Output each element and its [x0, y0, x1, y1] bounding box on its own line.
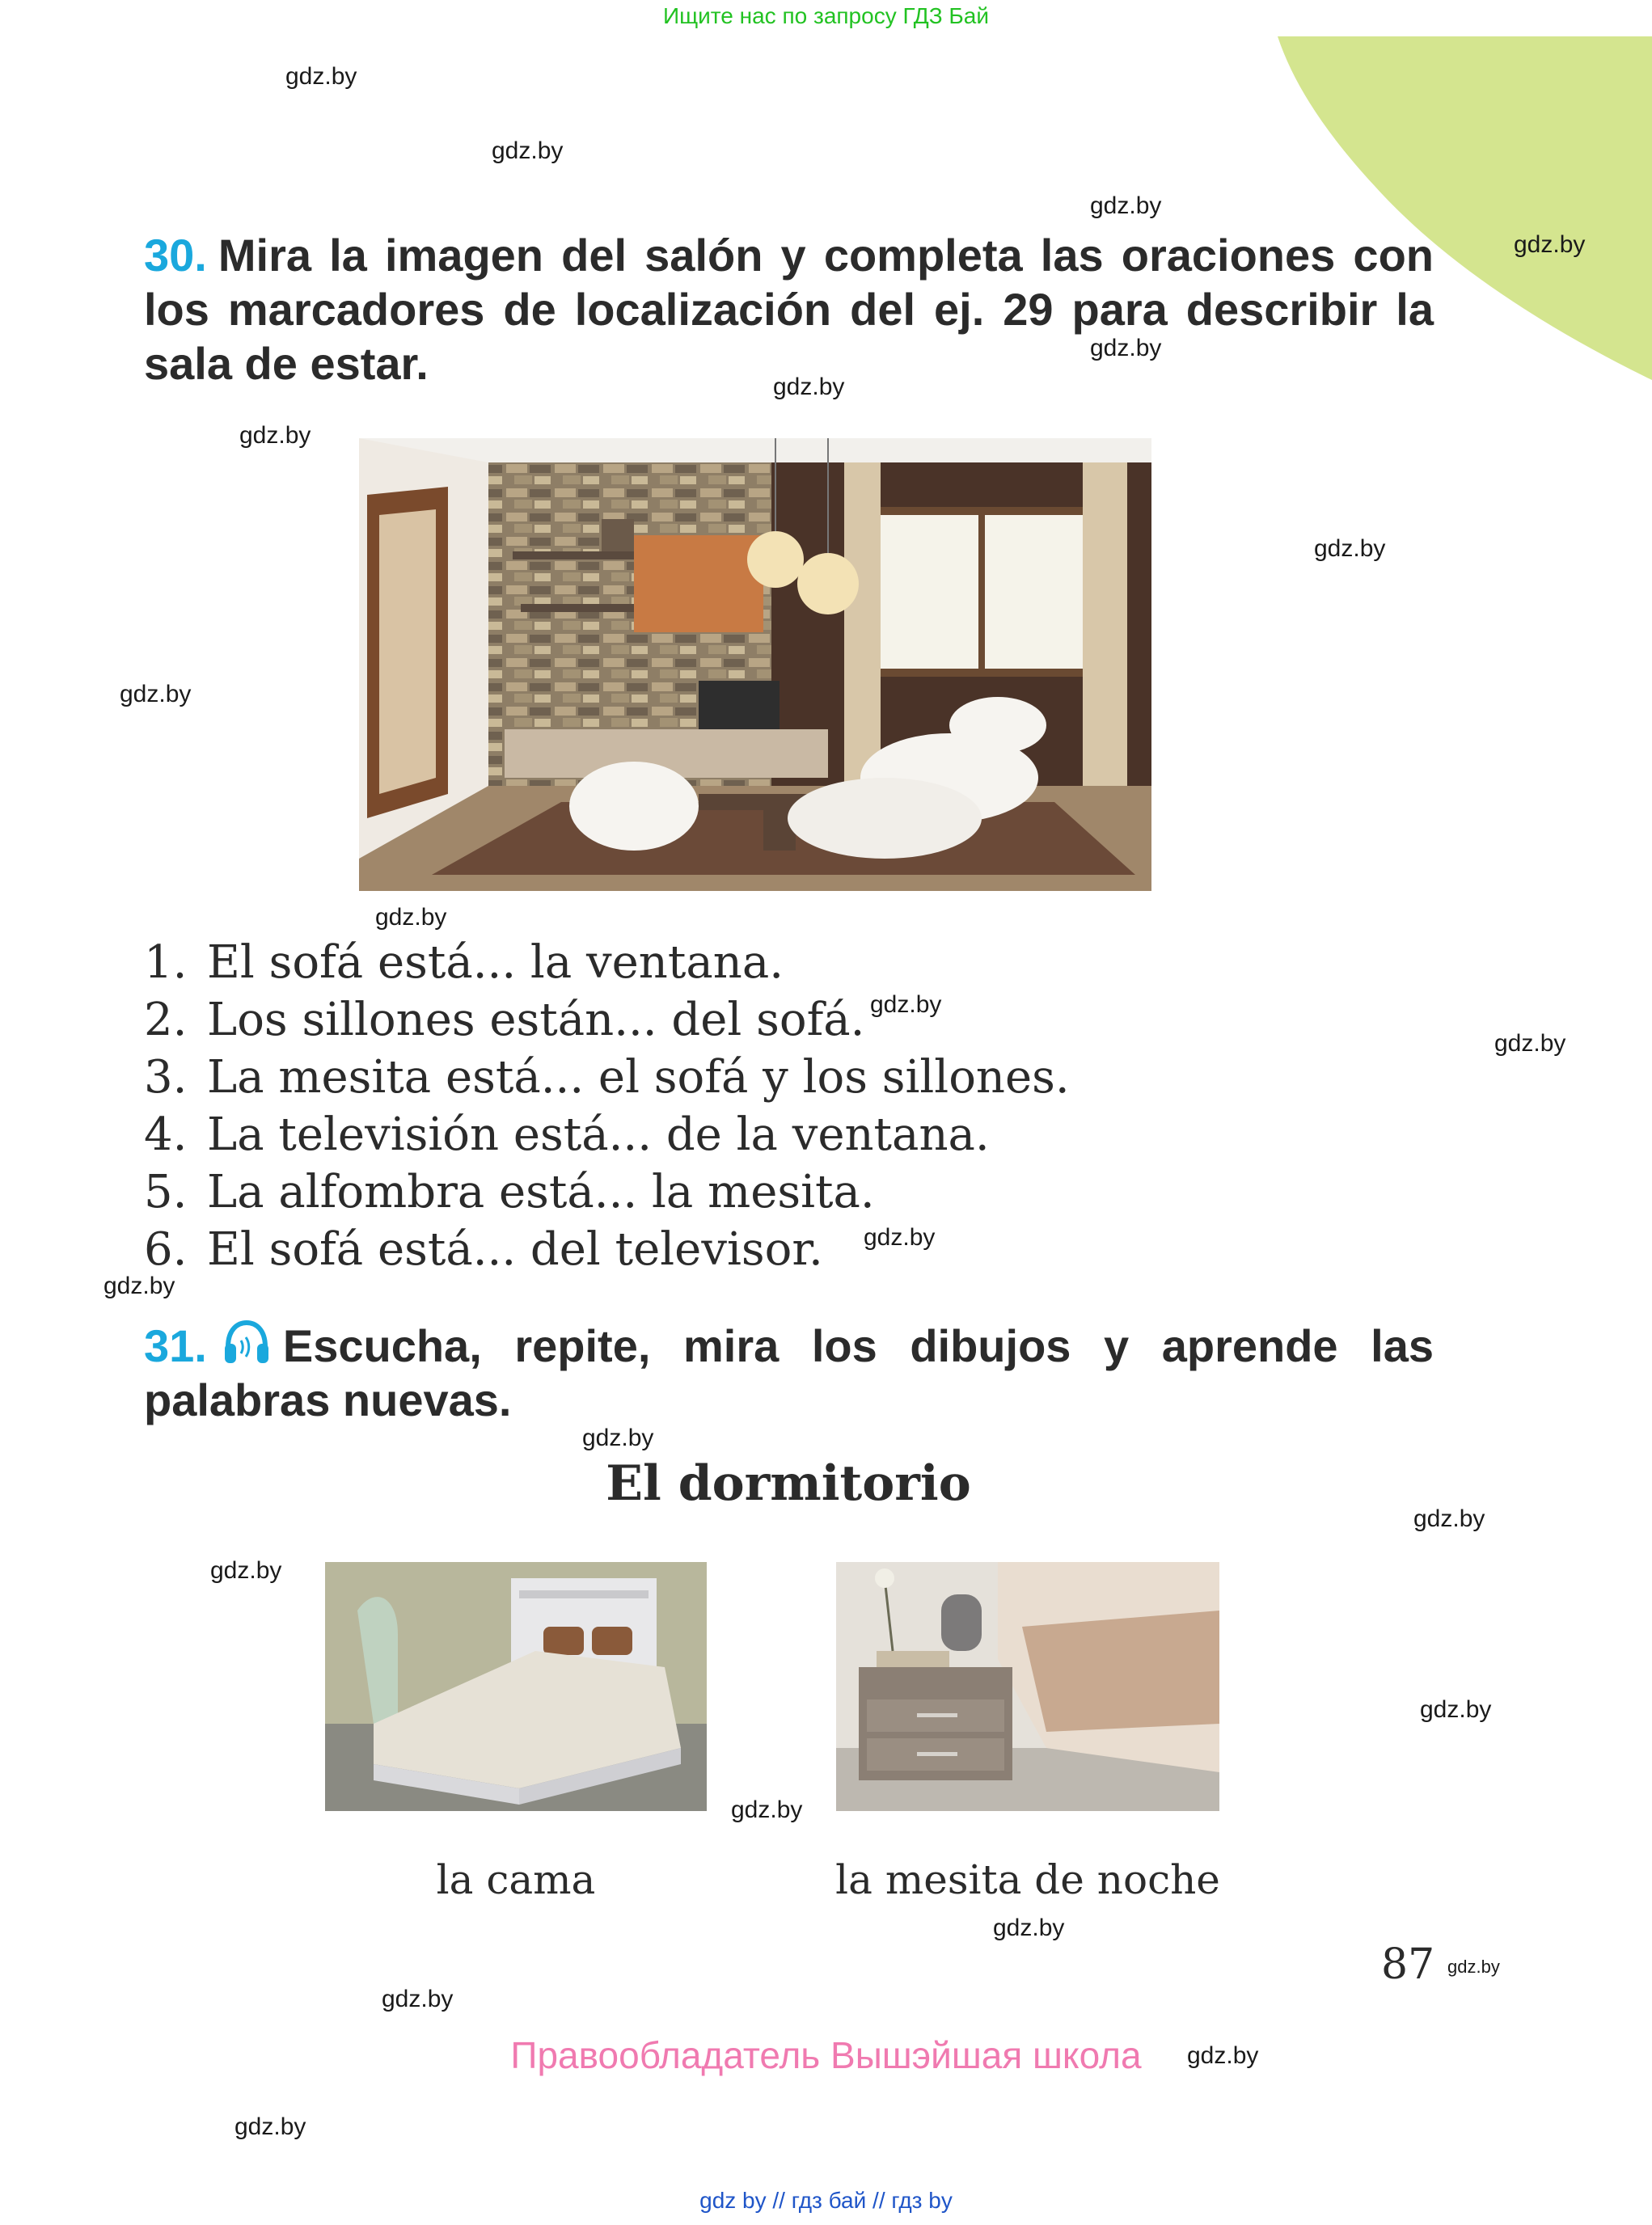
exercise-number: 31. — [144, 1320, 207, 1371]
watermark: gdz.by — [382, 1986, 454, 2012]
watermark: gdz.by — [870, 991, 942, 1018]
top-banner[interactable]: Ищите нас по запросу ГДЗ Бай — [662, 3, 990, 28]
footer-links[interactable]: gdz by // гдз бай // гдз by — [699, 2188, 953, 2213]
list-item: 6. El sofá está... del televisor. — [144, 1223, 823, 1276]
exercise-30-instruction — [144, 228, 1434, 391]
watermark: gdz.by — [1187, 2042, 1259, 2069]
watermark: gdz.by — [1413, 1505, 1485, 1532]
nightstand-photo — [836, 1562, 1219, 1811]
exercise-text: Mira la imagen del salón y completa las oraciones con los marcadores de localización del ej. 29 para describir la sala de estar. — [144, 230, 1434, 389]
watermark: gdz.by — [285, 63, 357, 90]
watermark: gdz.by — [864, 1224, 936, 1251]
list-item: 5. La alfombra está... la mesita. — [144, 1166, 875, 1218]
headphones-icon[interactable] — [222, 1318, 272, 1368]
watermark: gdz.by — [773, 374, 845, 400]
watermark: gdz.by — [731, 1796, 803, 1823]
watermark: gdz.by — [1420, 1696, 1492, 1723]
bed-photo — [325, 1562, 707, 1811]
watermark: gdz.by — [375, 904, 447, 931]
watermark: gdz.by — [1514, 231, 1586, 258]
watermark: gdz.by — [1494, 1030, 1566, 1057]
list-item: 3. La mesita está... el sofá y los sillones. — [144, 1051, 1070, 1104]
list-item: 1. El sofá está... la ventana. — [144, 936, 784, 989]
caption-nightstand: la mesita de noche — [835, 1856, 1220, 1903]
exercise-31-instruction — [144, 1318, 1434, 1427]
living-room-photo — [359, 438, 1151, 891]
page-number: 87 — [1381, 1940, 1435, 1989]
watermark: gdz.by — [492, 137, 564, 164]
watermark: gdz.by — [120, 681, 192, 707]
caption-bed: la cama — [436, 1856, 596, 1903]
watermark: gdz.by — [210, 1557, 282, 1584]
watermark: gdz.by — [993, 1915, 1065, 1941]
watermark: gdz.by — [1314, 535, 1386, 562]
watermark: gdz.by — [1447, 1957, 1500, 1977]
watermark: gdz.by — [582, 1425, 654, 1451]
sentence-list — [144, 934, 1070, 1278]
copyright-notice: Правообладатель Вышэйшая школа — [510, 2034, 1142, 2076]
list-item: 2. Los sillones están... del sofá. — [144, 994, 865, 1046]
exercise-text: Escucha, repite, mira los dibujos y aprende las palabras nuevas. — [144, 1320, 1434, 1425]
watermark: gdz.by — [1090, 192, 1162, 219]
watermark: gdz.by — [239, 422, 311, 449]
watermark: gdz.by — [104, 1273, 175, 1299]
watermark: gdz.by — [1090, 335, 1162, 361]
section-title: El dormitorio — [606, 1455, 971, 1512]
watermark: gdz.by — [234, 2113, 306, 2140]
list-item: 4. La televisión está... de la ventana. — [144, 1108, 990, 1161]
exercise-number: 30. — [144, 230, 207, 281]
